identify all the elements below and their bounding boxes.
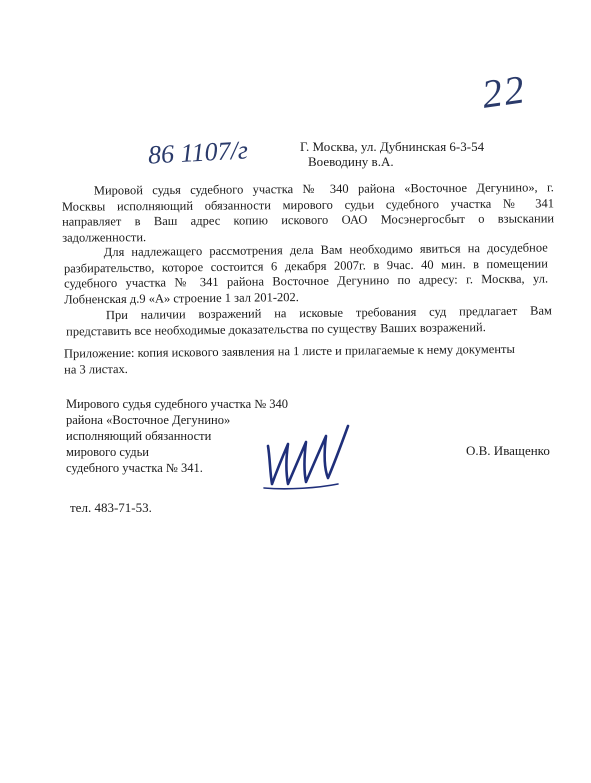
paragraph-attachment: [64, 341, 556, 377]
paragraph-line: Приложение: копия искового заявления на 1 листе и прилагаемые к нему документы: [63, 341, 515, 361]
handwritten-signature: [258, 418, 358, 498]
paragraph-line: судебного участка № 341 района Восточное Дегунино по адресу: г. Москва, ул.: [64, 271, 549, 291]
address-line-1: Г. Москва, ул. Дубнинская 6-3-54: [300, 139, 485, 154]
paragraph-line: Мировой судья судебного участка № 340 района «Восточное Дегунино», г.: [93, 180, 554, 198]
signature-block-line: исполняющий обязанности: [66, 429, 212, 443]
paragraph-line: Москвы исполняющий обязанности мирового судьи судебного участка № 341: [61, 195, 554, 214]
address-line-2: Воеводину в.А.: [308, 154, 394, 169]
paragraph-line: При наличии возражений на исковые требования суд предлагает Вам: [105, 303, 552, 323]
paragraph-line: на 3 листах.: [64, 361, 128, 377]
paragraph-line: представить все необходимые доказательства по существу Ваших возражений.: [66, 319, 486, 339]
signature-block-line: Мирового судья судебного участка № 340: [66, 397, 289, 411]
signature-block-line: судебного участка № 341.: [66, 461, 203, 475]
signature-block-line: мирового судьи: [66, 445, 149, 459]
paragraph-hearing: [64, 240, 549, 307]
paragraph-notice: [62, 180, 554, 245]
paragraph-objections: [66, 303, 552, 339]
paragraph-line: Для надлежащего рассмотрения дела Вам необходимо явиться на досудебное: [103, 240, 548, 260]
signature-block-line: района «Восточное Дегунино»: [66, 413, 231, 427]
paragraph-line: разбирательство, которое состоится 6 декабря 2007г. в 9час. 40 мин. в помещении: [63, 255, 548, 276]
phone-number: тел. 483-71-53.: [70, 500, 152, 515]
handwritten-case-number: 86 1107/г: [147, 135, 249, 170]
paragraph-line: Лобненская д.9 «А» строение 1 зал 201-202.: [64, 289, 299, 307]
paragraph-line: задолженности.: [62, 229, 147, 245]
signer-name: О.В. Иващенко: [466, 443, 550, 458]
paragraph-line: направляет в Ваш адрес копию искового ОАО Мосэнергосбыт о взыскании: [62, 211, 555, 229]
handwritten-page-number: 22: [479, 66, 529, 117]
